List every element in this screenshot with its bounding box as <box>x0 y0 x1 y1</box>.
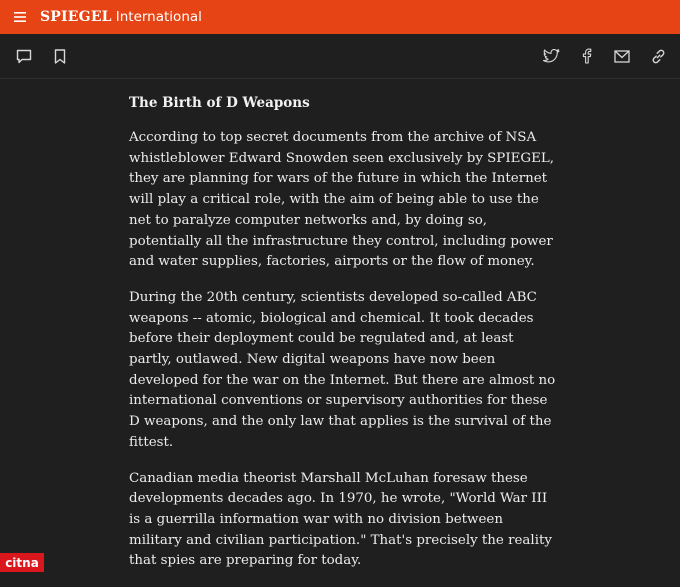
top-navigation-bar <box>0 0 680 34</box>
brand-home-link[interactable] <box>40 9 202 25</box>
bookmark-icon <box>54 49 66 64</box>
bookmark-button[interactable] <box>50 46 70 66</box>
hamburger-menu-icon <box>14 12 26 22</box>
share-twitter-button[interactable] <box>541 46 561 66</box>
link-icon <box>651 49 666 64</box>
article-subheading: The Birth of D Weapons <box>129 95 310 111</box>
citna-watermark-logo <box>0 553 44 572</box>
article-paragraph: According to top secret documents from the archive of NSA whistleblower Edward Snowden seen exclusively by SPIEGEL, they are planning for wars of the future in which the Internet will play a critical role, with the aim of being able to use the net to paralyze computer networks and, by doing so, potentially all the infrastructure they control, including power and water supplies, factories, airports or the flow of money. <box>129 130 555 270</box>
menu-button[interactable] <box>0 0 40 34</box>
share-facebook-button[interactable] <box>577 46 597 66</box>
share-email-button[interactable] <box>612 46 632 66</box>
spiegel-logo: SPIEGEL <box>40 9 112 25</box>
facebook-icon <box>582 48 592 64</box>
article-body <box>129 92 559 587</box>
mail-icon <box>614 50 630 63</box>
watermark-text: citna <box>5 555 39 570</box>
article-paragraph: During the 20th century, scientists developed so-called ABC weapons -- atomic, biological and chemical. It took decades before their deployment could be regulated and, at least partly, outlawed. New digital weapons have now been developed for the war on the Internet. But there are almost no international conventions or supervisory authorities for these D weapons, and the only law that applies is the survival of the fittest. <box>129 289 556 450</box>
comment-button[interactable] <box>14 46 34 66</box>
twitter-icon <box>543 49 560 63</box>
section-title: International <box>115 9 202 25</box>
copy-link-button[interactable] <box>648 46 668 66</box>
article-paragraph: Canadian media theorist Marshall McLuhan foresaw these developments decades ago. In 1970, he wrote, "World War III is a guerrilla information war with no division between military and civilian participation." That's precisely the reality that spies are preparing for today. <box>129 470 552 569</box>
article-toolbar <box>0 34 680 79</box>
comment-icon <box>16 49 32 64</box>
